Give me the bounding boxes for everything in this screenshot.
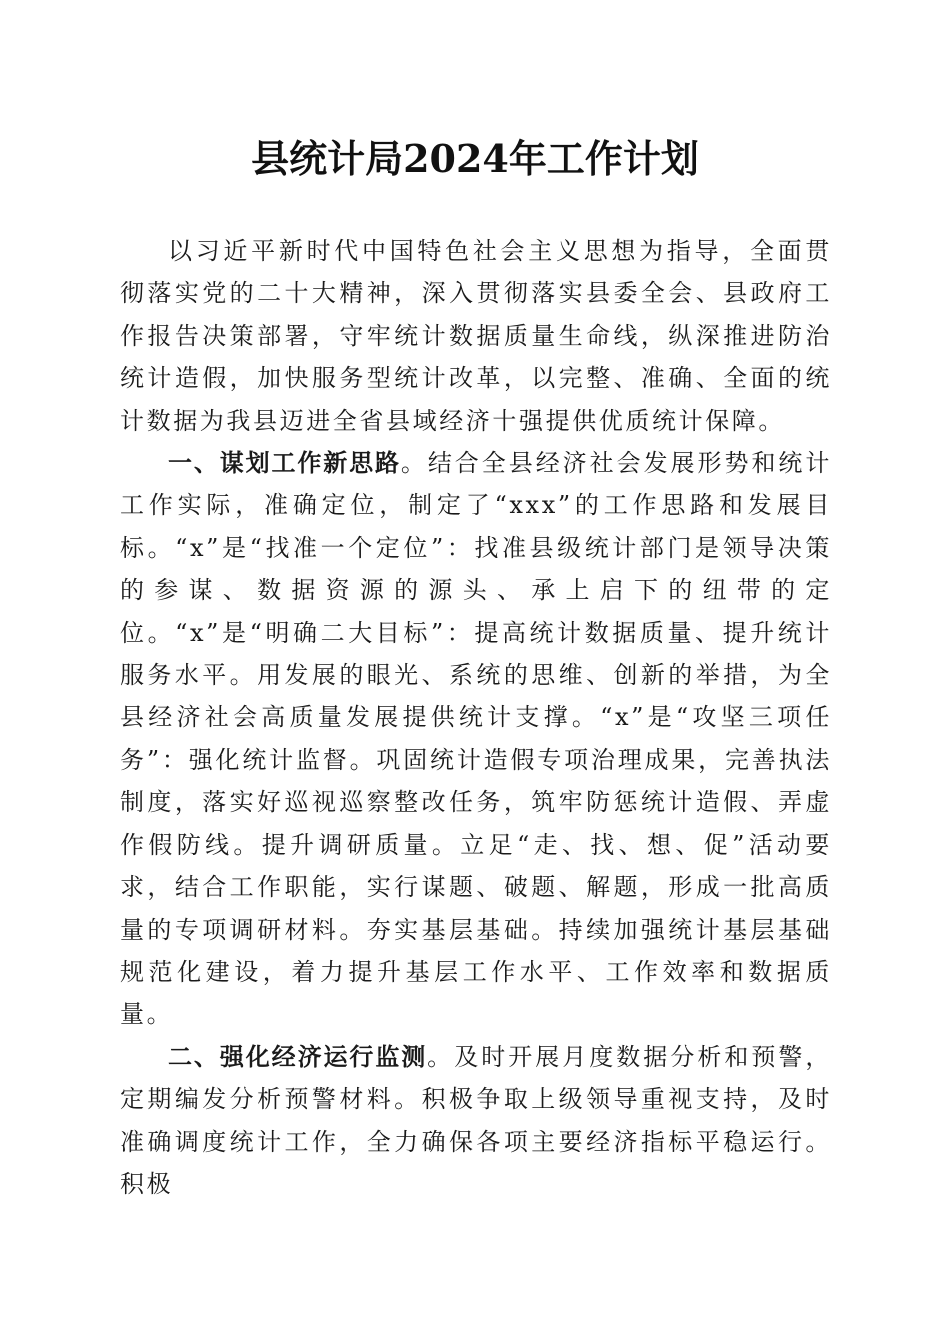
section-heading-2: 二、强化经济运行监测 [168,1042,428,1071]
section-paragraph-2 [120,1036,832,1206]
document-body [120,230,832,1205]
section-text-2: 。及时开展月度数据分析和预警，定期编发分析预警材料。积极争取上级领导重视支持，及时准确调度统计工作，全力确保各项主要经济指标平稳运行。积极 [120,1042,833,1198]
document-title: 县统计局2024年工作计划 [251,136,699,181]
intro-paragraph: 以习近平新时代中国特色社会主义思想为指导，全面贯彻落实党的二十大精神，深入贯彻落实县委全会、县政府工作报告决策部署，守牢统计数据质量生命线，纵深推进防治统计造假，加快服务型统计改革，以完整、准确、全面的统计数据为我县迈进全省县域经济十强提供优质统计保障。 [120,237,832,435]
section-paragraph-1 [120,442,832,1036]
section-text-1: 。结合全县经济社会发展形势和统计工作实际，准确定位，制定了“xxx”的工作思路和发展目标。“x”是“找准一个定位”：找准县级统计部门是领导决策的参谋、数据资源的源头、承上启下的纽带的定位。“x”是“明确二大目标”：提高统计数据质量、提升统计服务水平。用发展的眼光、系统的思维、创新的举措，为全县经济社会高质量发展提供统计支撑。“x”是“攻坚三项任务”：强化统计监督。巩固统计造假专项治理成果，完善执法制度，落实好巡视巡察整改任务，筑牢防惩统计造假、弄虚作假防线。提升调研质量。立足“走、找、想、促”活动要求，结合工作职能，实行谋题、破题、解题，形成一批高质量的专项调研材料。夯实基层基础。持续加强统计基层基础规范化建设，着力提升基层工作水平、工作效率和数据质量。 [120,449,832,1029]
section-heading-1: 一、谋划工作新思路 [168,449,401,478]
